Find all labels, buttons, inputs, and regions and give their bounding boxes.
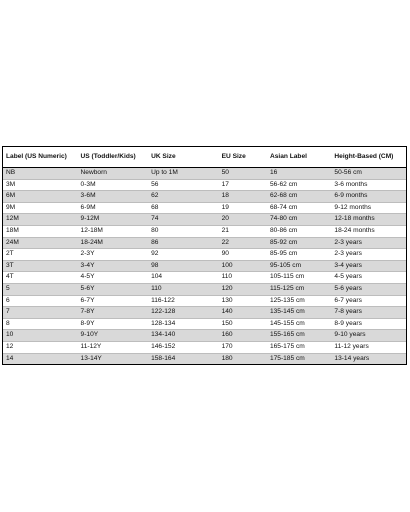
cell-eu-size: 110 [219,272,267,284]
cell-us-numeric: 2T [3,249,78,261]
table-row [3,168,406,180]
cell-uk-size: 56 [148,179,219,191]
table-row [3,249,406,261]
cell-us-toddler-kids: 2-3Y [78,249,149,261]
table-row [3,260,406,272]
header-eu-size: EU Size [219,147,267,168]
cell-uk-size: 92 [148,249,219,261]
cell-uk-size: Up to 1M [148,168,219,180]
cell-height-based: 2-3 years [331,249,406,261]
cell-uk-size: 158-164 [148,353,219,364]
cell-eu-size: 50 [219,168,267,180]
cell-us-toddler-kids: 3-6M [78,191,149,203]
table-row [3,214,406,226]
cell-height-based: 3-6 months [331,179,406,191]
cell-us-toddler-kids: 6-9M [78,202,149,214]
cell-us-toddler-kids: 0-3M [78,179,149,191]
cell-height-based: 9-12 months [331,202,406,214]
cell-uk-size: 134-140 [148,330,219,342]
cell-height-based: 8-9 years [331,318,406,330]
cell-uk-size: 104 [148,272,219,284]
cell-uk-size: 80 [148,225,219,237]
cell-us-toddler-kids: 3-4Y [78,260,149,272]
cell-us-toddler-kids: 12-18M [78,225,149,237]
header-row [3,147,406,168]
cell-height-based: 12-18 months [331,214,406,226]
cell-uk-size: 62 [148,191,219,203]
cell-us-numeric: 3T [3,260,78,272]
cell-us-numeric: 24M [3,237,78,249]
cell-asian-label: 95-105 cm [267,260,331,272]
cell-asian-label: 115-125 cm [267,283,331,295]
cell-uk-size: 128-134 [148,318,219,330]
cell-eu-size: 19 [219,202,267,214]
cell-height-based: 5-6 years [331,283,406,295]
cell-asian-label: 85-92 cm [267,237,331,249]
cell-uk-size: 86 [148,237,219,249]
cell-asian-label: 80-86 cm [267,225,331,237]
cell-us-toddler-kids: 4-5Y [78,272,149,284]
cell-uk-size: 74 [148,214,219,226]
size-chart-table [3,147,406,364]
cell-us-numeric: 8 [3,318,78,330]
cell-us-toddler-kids: 9-12M [78,214,149,226]
cell-height-based: 7-8 years [331,307,406,319]
header-uk-size: UK Size [148,147,219,168]
cell-us-numeric: 4T [3,272,78,284]
table-row [3,283,406,295]
size-chart [2,146,407,365]
table-row [3,191,406,203]
cell-us-numeric: 5 [3,283,78,295]
cell-asian-label: 145-155 cm [267,318,331,330]
cell-asian-label: 155-165 cm [267,330,331,342]
cell-eu-size: 170 [219,341,267,353]
cell-eu-size: 100 [219,260,267,272]
cell-us-toddler-kids: 7-8Y [78,307,149,319]
cell-uk-size: 122-128 [148,307,219,319]
table-row [3,307,406,319]
table-row [3,202,406,214]
cell-eu-size: 140 [219,307,267,319]
cell-uk-size: 146-152 [148,341,219,353]
cell-us-toddler-kids: 11-12Y [78,341,149,353]
cell-us-numeric: 12M [3,214,78,226]
cell-asian-label: 74-80 cm [267,214,331,226]
cell-uk-size: 98 [148,260,219,272]
cell-us-numeric: 14 [3,353,78,364]
cell-eu-size: 17 [219,179,267,191]
cell-asian-label: 175-185 cm [267,353,331,364]
cell-asian-label: 62-68 cm [267,191,331,203]
header-asian-label: Asian Label [267,147,331,168]
cell-us-numeric: 10 [3,330,78,342]
cell-us-numeric: 18M [3,225,78,237]
cell-us-toddler-kids: 8-9Y [78,318,149,330]
cell-us-numeric: 3M [3,179,78,191]
cell-eu-size: 18 [219,191,267,203]
cell-us-toddler-kids: 6-7Y [78,295,149,307]
cell-uk-size: 68 [148,202,219,214]
cell-eu-size: 20 [219,214,267,226]
cell-asian-label: 165-175 cm [267,341,331,353]
cell-height-based: 18-24 months [331,225,406,237]
cell-asian-label: 68-74 cm [267,202,331,214]
cell-eu-size: 180 [219,353,267,364]
table-row [3,353,406,364]
cell-asian-label: 16 [267,168,331,180]
cell-us-numeric: 12 [3,341,78,353]
cell-asian-label: 105-115 cm [267,272,331,284]
cell-height-based: 6-7 years [331,295,406,307]
cell-height-based: 4-5 years [331,272,406,284]
cell-eu-size: 22 [219,237,267,249]
cell-height-based: 6-9 months [331,191,406,203]
header-us-numeric: Label (US Numeric) [3,147,78,168]
table-row [3,330,406,342]
cell-us-toddler-kids: 5-6Y [78,283,149,295]
cell-us-numeric: 7 [3,307,78,319]
cell-asian-label: 85-95 cm [267,249,331,261]
table-row [3,318,406,330]
cell-uk-size: 116-122 [148,295,219,307]
cell-us-numeric: 6M [3,191,78,203]
table-row [3,225,406,237]
cell-eu-size: 21 [219,225,267,237]
cell-eu-size: 90 [219,249,267,261]
cell-height-based: 13-14 years [331,353,406,364]
cell-height-based: 2-3 years [331,237,406,249]
cell-eu-size: 120 [219,283,267,295]
cell-uk-size: 110 [148,283,219,295]
cell-height-based: 11-12 years [331,341,406,353]
cell-height-based: 9-10 years [331,330,406,342]
header-us-toddler-kids: US (Toddler/Kids) [78,147,149,168]
table-row [3,237,406,249]
cell-us-numeric: 6 [3,295,78,307]
table-row [3,179,406,191]
cell-asian-label: 125-135 cm [267,295,331,307]
table-row [3,341,406,353]
table-row [3,272,406,284]
cell-asian-label: 56-62 cm [267,179,331,191]
table-row [3,295,406,307]
cell-us-numeric: 9M [3,202,78,214]
cell-eu-size: 160 [219,330,267,342]
cell-asian-label: 135-145 cm [267,307,331,319]
cell-eu-size: 130 [219,295,267,307]
cell-us-toddler-kids: 9-10Y [78,330,149,342]
cell-us-toddler-kids: 18-24M [78,237,149,249]
cell-us-numeric: NB [3,168,78,180]
cell-height-based: 50-56 cm [331,168,406,180]
cell-eu-size: 150 [219,318,267,330]
cell-height-based: 3-4 years [331,260,406,272]
table-body [3,168,406,365]
header-height-based: Height-Based (CM) [331,147,406,168]
cell-us-toddler-kids: Newborn [78,168,149,180]
cell-us-toddler-kids: 13-14Y [78,353,149,364]
